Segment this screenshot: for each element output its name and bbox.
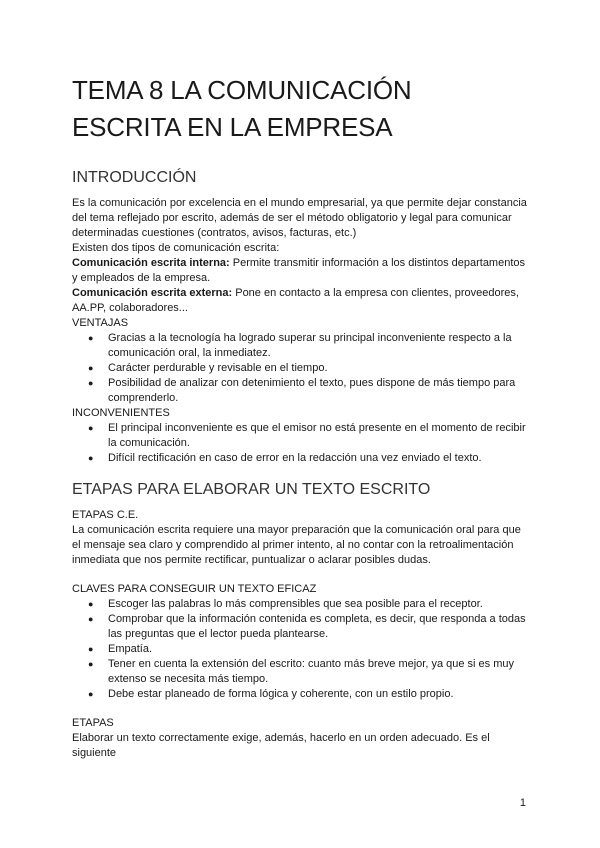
stages-paragraph: La comunicación escrita requiere una mayor preparación que la comunicación oral para que el mensaje sea claro y comprendido al primer intento, al no contar con la retroalimentación inmediata que nos permite rectificar, puntualizar o aclarar posibles dudas.: [72, 524, 521, 566]
external-communication: [72, 286, 532, 316]
bullet-icon: ●: [88, 599, 94, 609]
bullet-icon: ●: [88, 644, 94, 654]
bullet-icon: ●: [88, 378, 94, 388]
title-line-1: TEMA 8 LA COMUNICACIÓN: [72, 75, 412, 105]
list-item: ● Tener en cuenta la extensión del escrito: cuanto más breve mejor, ya que si es muy extenso se necesita más tiempo.: [88, 658, 514, 685]
etapas-label: ETAPAS: [72, 717, 114, 729]
list-item: ● Carácter perdurable y revisable en el tiempo.: [88, 362, 328, 374]
external-label: Comunicación escrita externa:: [72, 287, 233, 299]
internal-communication: [72, 256, 532, 286]
list-item: ● Difícil rectificación en caso de error en la redacción una vez enviado el texto.: [88, 452, 482, 464]
intro-heading: INTRODUCCIÓN: [72, 169, 197, 186]
etapas-paragraph: Elaborar un texto correctamente exige, además, hacerlo en un orden adecuado. Es el siguiente: [72, 732, 490, 759]
internal-label: Comunicación escrita interna:: [72, 257, 230, 269]
list-item: ● Debe estar planeado de forma lógica y coherente, con un estilo propio.: [88, 688, 454, 700]
keys-list: [72, 597, 532, 702]
list-item: ● Gracias a la tecnología ha logrado superar su principal inconveniente respecto a la comunicación oral, la inmediatez.: [88, 332, 512, 359]
document-page: [72, 72, 532, 761]
title-line-2: ESCRITA EN LA EMPRESA: [72, 112, 393, 142]
list-item: ● Comprobar que la información contenida es completa, es decir, que responda a todas las preguntas que el lector pueda plantearse.: [88, 613, 526, 640]
stages-heading: ETAPAS PARA ELABORAR UN TEXTO ESCRITO: [72, 481, 431, 498]
external-text: Pone en contacto a la empresa con clientes, proveedores, AA.PP, colaboradores...: [72, 287, 519, 314]
advantages-list: [72, 331, 532, 406]
internal-text: Permite transmitir información a los distintos departamentos y empleados de la empresa.: [72, 257, 526, 284]
keys-label: CLAVES PARA CONSEGUIR UN TEXTO EFICAZ: [72, 583, 317, 595]
bullet-icon: ●: [88, 614, 94, 624]
stages-subheading: ETAPAS C.E.: [72, 509, 139, 521]
bullet-icon: ●: [88, 363, 94, 373]
document-title: [72, 72, 532, 146]
bullet-icon: ●: [88, 659, 94, 669]
bullet-icon: ●: [88, 333, 94, 343]
list-item: ● El principal inconveniente es que el emisor no está presente en el momento de recibir la comunicación.: [88, 422, 526, 449]
advantages-label: VENTAJAS: [72, 317, 129, 329]
page-number: 1: [519, 797, 526, 809]
bullet-icon: ●: [88, 423, 94, 433]
disadvantages-list: [72, 421, 532, 466]
bullet-icon: ●: [88, 689, 94, 699]
list-item: ● Escoger las palabras lo más comprensibles que sea posible para el receptor.: [88, 598, 483, 610]
types-line: Existen dos tipos de comunicación escrita:: [72, 242, 280, 254]
intro-paragraph: Es la comunicación por excelencia en el mundo empresarial, ya que permite dejar constancia del tema reflejado por escrito, además de ser el método obligatorio y legal para comunicar determinadas cuestiones (contratos, avisos, facturas, etc.): [72, 197, 527, 239]
list-item: ● Empatía.: [88, 643, 153, 655]
bullet-icon: ●: [88, 453, 94, 463]
disadvantages-label: INCONVENIENTES: [72, 407, 170, 419]
list-item: ● Posibilidad de analizar con detenimiento el texto, pues dispone de más tiempo para comprenderlo.: [88, 377, 516, 404]
